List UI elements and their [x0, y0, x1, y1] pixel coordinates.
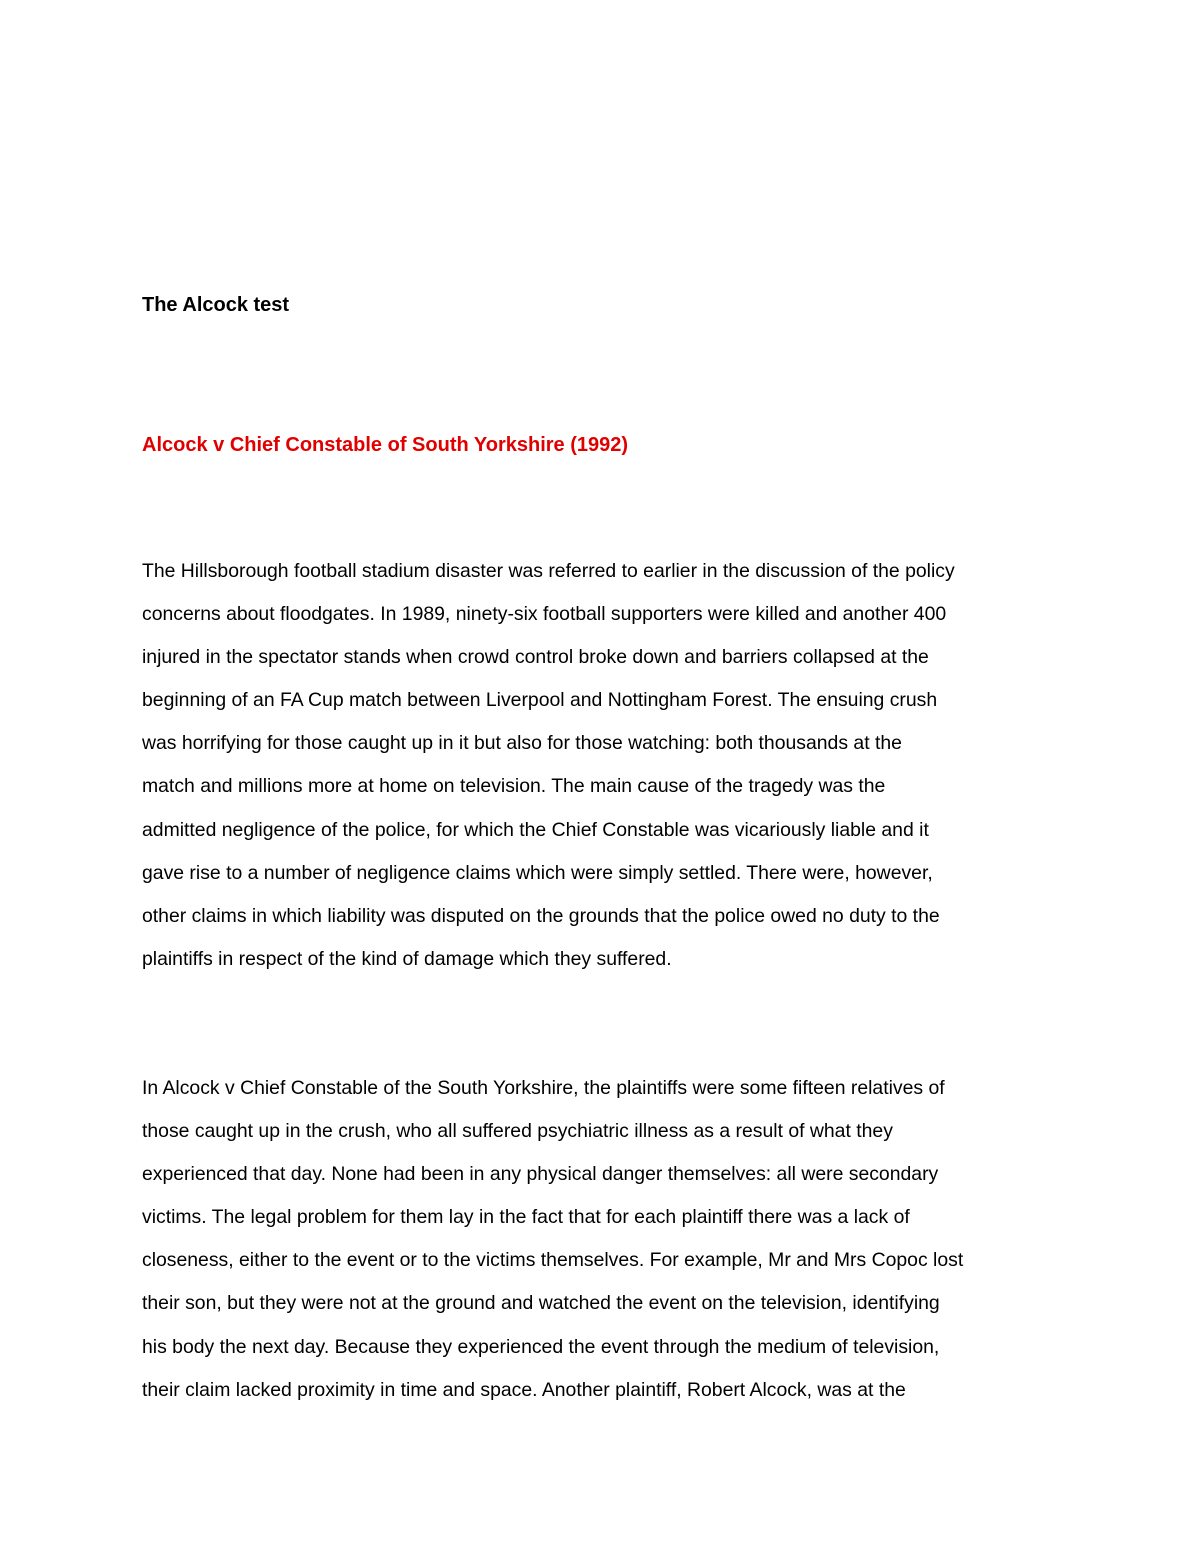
paragraph-line: other claims in which liability was disputed on the grounds that the police owed no duty to the: [142, 904, 940, 927]
paragraph-line: match and millions more at home on television. The main cause of the tragedy was the: [142, 775, 886, 798]
paragraph-line: plaintiffs in respect of the kind of damage which they suffered.: [142, 947, 672, 970]
case-title: Alcock v Chief Constable of South Yorkshire (1992): [142, 434, 629, 456]
paragraph-line: concerns about floodgates. In 1989, ninety-six football supporters were killed and another 400: [142, 603, 947, 626]
paragraph-line: was horrifying for those caught up in it but also for those watching: both thousands at the: [142, 732, 902, 755]
paragraph-line: beginning of an FA Cup match between Liverpool and Nottingham Forest. The ensuing crush: [142, 689, 938, 712]
paragraph-line: those caught up in the crush, who all suffered psychiatric illness as a result of what they: [142, 1120, 893, 1143]
paragraph-alcock-plaintiffs: [142, 1067, 1072, 1412]
document-heading: The Alcock test: [142, 294, 290, 316]
paragraph-line: gave rise to a number of negligence claims which were simply settled. There were, however,: [142, 861, 933, 884]
paragraph-line: closeness, either to the event or to the victims themselves. For example, Mr and Mrs Copoc lost: [142, 1249, 964, 1272]
paragraph-line: admitted negligence of the police, for which the Chief Constable was vicariously liable and it: [142, 818, 929, 841]
paragraph-line: The Hillsborough football stadium disaster was referred to earlier in the discussion of the policy: [142, 560, 955, 582]
document-body: [142, 290, 1072, 1412]
paragraph-line: In Alcock v Chief Constable of the South Yorkshire, the plaintiffs were some fifteen relatives of: [142, 1076, 945, 1099]
paragraph-line: injured in the spectator stands when crowd control broke down and barriers collapsed at the: [142, 646, 929, 669]
paragraph-line: their claim lacked proximity in time and space. Another plaintiff, Robert Alcock, was at the: [142, 1378, 906, 1401]
paragraph-line: his body the next day. Because they experienced the event through the medium of television,: [142, 1335, 940, 1358]
paragraph-line: victims. The legal problem for them lay in the fact that for each plaintiff there was a lack of: [142, 1206, 910, 1229]
paragraph-hillsborough: [142, 550, 1072, 981]
paragraph-line: their son, but they were not at the ground and watched the event on the television, identifying: [142, 1292, 940, 1315]
paragraph-line: experienced that day. None had been in any physical danger themselves: all were secondary: [142, 1163, 939, 1186]
